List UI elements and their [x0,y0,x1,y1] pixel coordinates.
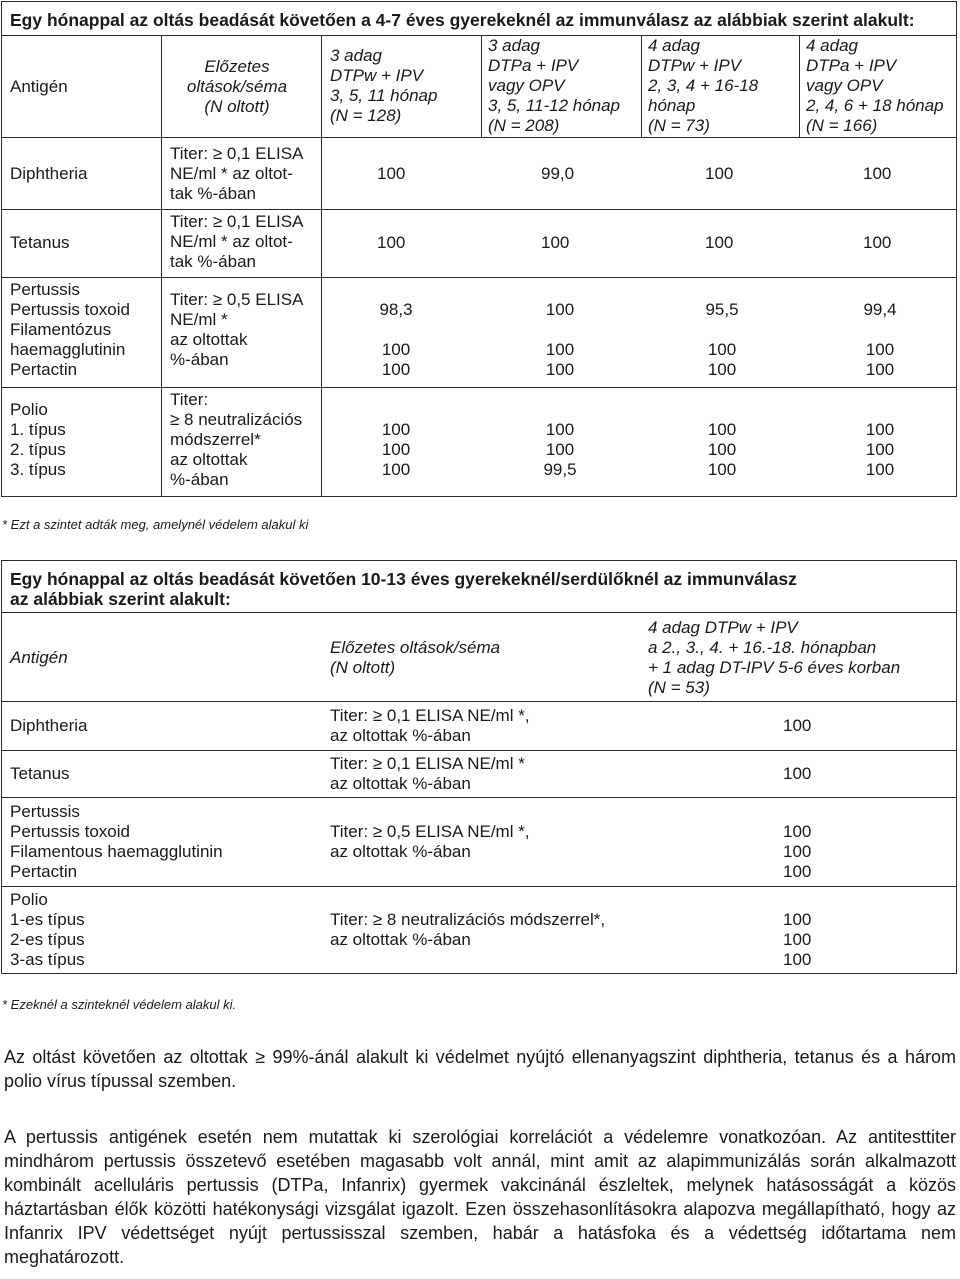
prior-polio: Titer: ≥ 8 neutralizációs módszerrel* az oltottak %-ában [170,390,303,489]
value-cell: 95,5 100 100 [705,300,739,379]
divider [641,35,642,137]
divider [2,797,956,798]
value-cell: 99,0 [541,164,575,183]
divider [799,35,800,137]
prior-pertussis: Titer: ≥ 0,5 ELISA NE/ml * az oltottak %-ában [170,290,304,369]
table1-footnote: * Ezt a szintet adták meg, amelynél védelem alakul ki [2,517,309,532]
divider [2,701,956,702]
value-cell: 100 [705,164,734,183]
divider [161,35,162,497]
value-cell: 100 [541,233,570,252]
value-cell: 100 [377,233,406,252]
header-col3: 4 adag DTPw + IPV 2, 3, 4 + 16-18 hónap (N = 73) [648,36,759,135]
immune-response-table-10-13 [1,560,957,974]
divider [2,387,956,388]
body-paragraph: A pertussis antigének esetén nem mutattak ki szerológiai korrelációt a védelemre vonatkozóan. Az antitesttiter mindhárom pertussis összetevő esetében magasabb volt annál, mint amit az alapimmunizálás során alkalmazott kombinált acelluláris pertussis (DTPa, Infanrix) gyermek vakcinánál észleltek, melynek hatásosságát a közös háztartásban élők közötti hatékonysági vizsgálat igazolt. Ezen összehasonlításokra alapozva megállapítható, hogy az Infanrix IPV védettséget nyújt pertussisszal szemben, habár a hatásfoka és a védettség időtartama nem meghatározott. [4,1127,956,1267]
header-prior: Előzetes oltások/séma (N oltott) [330,638,501,677]
prior-diphtheria: Titer: ≥ 0,1 ELISA NE/ml *, az oltottak %-ában [330,706,530,745]
value-cell: 100 [863,164,892,183]
header-col1: 4 adag DTPw + IPV a 2., 3., 4. + 16.-18. hónapban + 1 adag DT-IPV 5-6 éves korban (N = 53) [648,618,901,697]
antigen-tetanus: Tetanus [10,764,70,783]
table1-title: Egy hónappal az oltás beadását követően a 4-7 éves gyerekeknél az immunválasz az alábbiak szerint alakult: [10,10,915,30]
header-antigen: Antigén [10,77,68,96]
header-col2: 3 adag DTPa + IPV vagy OPV 3, 5, 11-12 hónap (N = 208) [488,36,621,135]
divider [2,750,956,751]
divider [2,886,956,887]
antigen-tetanus: Tetanus [10,233,70,252]
body-paragraph: Az oltást követően az oltottak ≥ 99%-ánál alakult ki védelmet nyújtó ellenanyagszint diphtheria, tetanus és a három polio vírus típussal szemben. [4,1047,956,1091]
divider [2,277,956,278]
divider [321,35,322,497]
antigen-diphtheria: Diphtheria [10,164,88,183]
immune-response-table-4-7 [1,1,957,497]
antigen-pertussis: Pertussis Pertussis toxoid Filamentous haemagglutinin Pertactin [10,802,223,881]
header-prior: Előzetes oltások/séma (N oltott) [186,57,288,116]
header-col4: 4 adag DTPa + IPV vagy OPV 2, 4, 6 + 18 hónap (N = 166) [806,36,944,135]
antigen-pertussis: Pertussis Pertussis toxoid Filamentózus haemagglutinin Pertactin [10,280,130,379]
value-cell: 100 [863,233,892,252]
prior-polio: Titer: ≥ 8 neutralizációs módszerrel*, az oltottak %-ában [330,910,606,949]
divider [2,209,956,210]
prior-pertussis: Titer: ≥ 0,5 ELISA NE/ml *, az oltottak %-ában [330,822,530,861]
value-cell: 100 [377,164,406,183]
antigen-diphtheria: Diphtheria [10,716,88,735]
table2-title: Egy hónappal az oltás beadását követően 10-13 éves gyerekeknél/serdülőknél az immunválasz az alábbiak szerint alakult: [10,569,797,609]
antigen-polio: Polio 1-es típus 2-es típus 3-as típus [10,890,85,969]
header-antigen: Antigén [10,648,68,667]
value-cell: 100 [705,233,734,252]
divider [2,612,956,613]
value-cell: 100 100 100 [707,420,737,479]
table2-footnote: * Ezeknél a szinteknél védelem alakul ki. [2,997,237,1012]
prior-tetanus: Titer: ≥ 0,1 ELISA NE/ml * az oltottak %-ában [330,754,525,793]
value-cell: 100 100 100 [865,420,895,479]
value-cell: 100 100 99,5 [543,420,577,479]
value-cell: 100 100 100 [783,910,812,969]
divider [481,35,482,137]
value-cell: 100 100 100 [545,300,575,379]
prior-tetanus: Titer: ≥ 0,1 ELISA NE/ml * az oltot- tak %-ában [170,212,304,271]
value-cell: 100 100 100 [381,420,411,479]
antigen-polio: Polio 1. típus 2. típus 3. típus [10,400,66,479]
value-cell: 100 100 100 [783,822,812,881]
value-cell: 98,3 100 100 [379,300,413,379]
value-cell: 99,4 100 100 [863,300,897,379]
value-cell: 100 [783,716,812,735]
divider [2,137,956,138]
header-col1: 3 adag DTPw + IPV 3, 5, 11 hónap (N = 128) [330,46,438,125]
prior-diphtheria: Titer: ≥ 0,1 ELISA NE/ml * az oltot- tak %-ában [170,144,304,203]
value-cell: 100 [783,764,812,783]
